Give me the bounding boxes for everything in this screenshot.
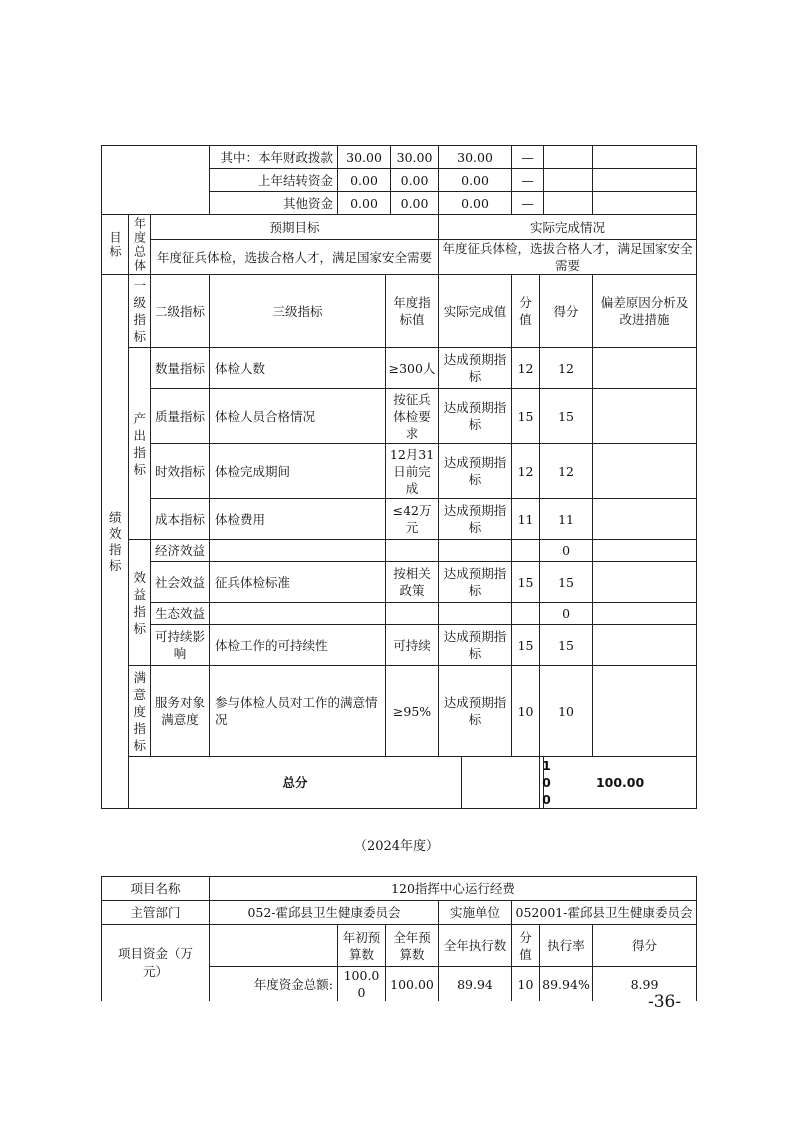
reason-cell: [593, 603, 697, 625]
impl-value: 052001-霍邱县卫生健康委员会: [512, 901, 697, 925]
reason-cell: [593, 540, 697, 562]
impl-label: 实施单位: [439, 901, 512, 925]
fund-label: 上年结转资金: [210, 169, 338, 192]
fund-label: 其中：本年财政拨款: [210, 146, 338, 169]
reason-cell: [593, 444, 697, 499]
expected-goal-header: 预期目标: [151, 215, 439, 240]
total-initial: 100.00: [338, 967, 386, 1002]
fund-score: [593, 192, 697, 215]
lvl2-cell: 数量指标: [151, 348, 210, 389]
group-benefit-text: 效益指标: [133, 569, 147, 636]
fund-initial: 30.00: [338, 146, 391, 169]
lvl2-cell: 成本指标: [151, 499, 210, 540]
performance-table-2023: [101, 145, 697, 809]
fund-initial: 0.00: [338, 192, 391, 215]
actual-cell: [439, 540, 512, 562]
lvl2-cell: 时效指标: [151, 444, 210, 499]
total-blank: [462, 757, 540, 809]
points-cell: 15: [512, 562, 540, 603]
lvl3-cell: 体检工作的可持续性: [210, 625, 386, 666]
goal-side-label-b: 年度总体: [129, 215, 151, 275]
points-cell: 10: [512, 666, 540, 757]
header-lvl1-text: 一级指标: [133, 278, 147, 344]
dept-value: 052-霍邱县卫生健康委员会: [210, 901, 439, 925]
header-lvl2: 二级指标: [151, 275, 210, 348]
header-lvl1: [129, 275, 151, 348]
fund-dash: —: [512, 169, 544, 192]
header-full: 全年预算数: [386, 925, 439, 967]
reason-cell: [593, 499, 697, 540]
actual-cell: 达成预期指标: [439, 562, 512, 603]
fund-exec: 0.00: [439, 169, 512, 192]
perf-indicator-label-text: 绩效指标: [109, 509, 122, 573]
actual-cell: 达成预期指标: [439, 348, 512, 389]
fund-score: [593, 146, 697, 169]
fund-full: 0.00: [391, 192, 439, 215]
header-reason: 偏差原因分析及改进措施: [593, 275, 697, 348]
fund-dash: —: [512, 192, 544, 215]
fund-rate: [544, 192, 593, 215]
total-full: 100.00: [386, 967, 439, 1002]
header-actual: 实际完成值: [439, 275, 512, 348]
total-score: 8.99: [593, 967, 697, 1002]
score-cell: 12: [540, 348, 593, 389]
score-cell: 0: [540, 603, 593, 625]
target-cell: 按相关政策: [386, 562, 439, 603]
score-cell: 11: [540, 499, 593, 540]
fund-rate: [544, 169, 593, 192]
lvl2-cell: 生态效益: [151, 603, 210, 625]
target-cell: ≥95%: [386, 666, 439, 757]
reason-cell: [593, 348, 697, 389]
header-initial: 年初预算数: [338, 925, 386, 967]
group-satisfaction: [129, 666, 151, 757]
header-exec: 全年执行数: [439, 925, 512, 967]
target-cell: 12月31日前完成: [386, 444, 439, 499]
funds-label-text: 项目资金（万元）: [117, 946, 193, 979]
actual-goal-text: 年度征兵体检，选拔合格人才，满足国家安全需要: [439, 240, 697, 275]
funds-blank-cell: [102, 146, 210, 215]
reason-cell: [593, 625, 697, 666]
actual-cell: [439, 603, 512, 625]
funds-header-blank: [210, 925, 338, 967]
total-exec: 89.94: [439, 967, 512, 1002]
points-cell: 15: [512, 389, 540, 444]
funds-label: [102, 925, 210, 1002]
fund-rate: [544, 146, 593, 169]
points-cell: 15: [512, 625, 540, 666]
dept-label: 主管部门: [102, 901, 210, 925]
total-funds-label: 年度资金总额:: [210, 967, 338, 1002]
total-label: 总分: [129, 757, 462, 809]
lvl3-cell: 征兵体检标准: [210, 562, 386, 603]
reason-cell: [593, 389, 697, 444]
project-name-value: 120指挥中心运行经费: [210, 877, 697, 901]
group-benefit: [129, 540, 151, 666]
actual-cell: 达成预期指标: [439, 625, 512, 666]
total-score: 100.00: [544, 757, 697, 809]
target-cell: ≤42万元: [386, 499, 439, 540]
actual-cell: 达成预期指标: [439, 444, 512, 499]
target-cell: 可持续: [386, 625, 439, 666]
fund-label: 其他资金: [210, 192, 338, 215]
header-points: 分值: [512, 275, 540, 348]
points-cell: 12: [512, 444, 540, 499]
project-name-label: 项目名称: [102, 877, 210, 901]
target-cell: [386, 540, 439, 562]
score-cell: 15: [540, 625, 593, 666]
lvl3-cell: [210, 603, 386, 625]
header-rate: 执行率: [540, 925, 593, 967]
lvl2-cell: 经济效益: [151, 540, 210, 562]
expected-goal-text: 年度征兵体检，选拔合格人才，满足国家安全需要: [151, 240, 439, 275]
points-cell: 12: [512, 348, 540, 389]
target-cell: ≥300人: [386, 348, 439, 389]
header-points: 分值: [512, 925, 540, 967]
lvl3-cell: 体检人员合格情况: [210, 389, 386, 444]
lvl3-cell: 体检费用: [210, 499, 386, 540]
points-cell: 11: [512, 499, 540, 540]
project-table-2024: [101, 876, 697, 1001]
score-cell: 12: [540, 444, 593, 499]
points-cell: [512, 540, 540, 562]
lvl3-cell: 参与体检人员对工作的满意情况: [210, 666, 386, 757]
total-points: 100: [540, 757, 544, 809]
actual-goal-header: 实际完成情况: [439, 215, 697, 240]
total-points: 10: [512, 967, 540, 1002]
year-caption: （2024年度）: [353, 839, 440, 854]
lvl3-cell: [210, 540, 386, 562]
group-output-text: 产出指标: [133, 410, 147, 477]
reason-cell: [593, 562, 697, 603]
group-output: [129, 348, 151, 540]
page-number: -36-: [648, 992, 682, 1012]
header-score: 得分: [593, 925, 697, 967]
lvl2-cell: 社会效益: [151, 562, 210, 603]
fund-dash: —: [512, 146, 544, 169]
fund-score: [593, 169, 697, 192]
header-target: 年度指标值: [386, 275, 439, 348]
actual-cell: 达成预期指标: [439, 666, 512, 757]
actual-cell: 达成预期指标: [439, 499, 512, 540]
score-cell: 15: [540, 562, 593, 603]
lvl2-cell: 服务对象满意度: [151, 666, 210, 757]
score-cell: 15: [540, 389, 593, 444]
reason-cell: [593, 666, 697, 757]
perf-indicator-label: [102, 275, 129, 809]
points-cell: [512, 603, 540, 625]
fund-full: 30.00: [391, 146, 439, 169]
lvl2-cell: 可持续影响: [151, 625, 210, 666]
group-satisfaction-text: 满意度指标: [133, 669, 147, 753]
score-cell: 0: [540, 540, 593, 562]
lvl2-cell: 质量指标: [151, 389, 210, 444]
lvl3-cell: 体检人数: [210, 348, 386, 389]
score-cell: 10: [540, 666, 593, 757]
target-cell: 按征兵体检要求: [386, 389, 439, 444]
fund-initial: 0.00: [338, 169, 391, 192]
fund-exec: 0.00: [439, 192, 512, 215]
total-rate: 89.94%: [540, 967, 593, 1002]
lvl3-cell: 体检完成期间: [210, 444, 386, 499]
goal-side-label-a: 目标: [102, 215, 129, 275]
target-cell: [386, 603, 439, 625]
header-lvl3: 三级指标: [210, 275, 386, 348]
fund-exec: 30.00: [439, 146, 512, 169]
actual-cell: 达成预期指标: [439, 389, 512, 444]
fund-full: 0.00: [391, 169, 439, 192]
header-score: 得分: [540, 275, 593, 348]
